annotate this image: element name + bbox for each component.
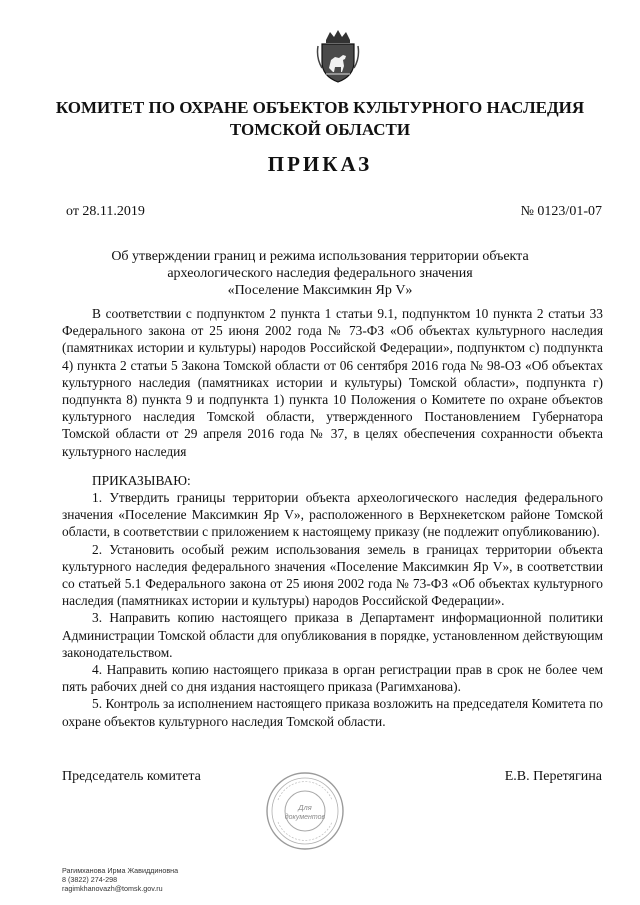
signatory-name: Е.В. Перетягина (504, 769, 602, 784)
order-item-3: 3. Направить копию настоящего приказа в Департамент информационной политики Администрации Томской области для опубликования в порядке, установленном действующим законодательством. (62, 610, 603, 660)
preamble-paragraph: В соответствии с подпунктом 2 пункта 1 статьи 9.1, подпунктом 10 пункта 2 статьи 33 Федерального закона от 25 июня 2002 года № 73-ФЗ «Об объектах культурного наследия (памятниках истории и культуры) народов Российской Федерации», подпунктом с) подпункта 4) пункта 2 статьи 5 Закона Томской области от 06 сентября 2016 года № 98-ОЗ «Об объектах культурного наследия (памятниках истории и культуры) Томской области», подпункта г) подпункта 8) пункта 9 и подпункта 1) пункта 10 Положения о Комитете по охране объектов культурного наследия Томской области, утвержденного Постановлением Губернатора Томской области от 29 апреля 2016 года № 37, в целях обеспечения сохранности объекта культурного наследия (62, 306, 603, 459)
organization-title (40, 97, 600, 141)
subject-line2: археологического наследия федерального значения (167, 266, 473, 281)
order-item-4: 4. Направить копию настоящего приказа в орган регистрации прав в срок не более чем пять рабочих дней со дня издания настоящего приказа (Рагимханова). (62, 662, 603, 695)
round-seal-stamp-icon (264, 770, 346, 852)
order-word: ПРИКАЗЫВАЮ: (92, 472, 191, 488)
order-item-2: 2. Установить особый режим использования земель в границах территории объекта культурного наследия федерального значения «Поселение Максимкин Яр V», в соответствии со статьей 5.1 Федерального закона от 25 июня 2002 года № 73-ФЗ «Об объектах культурного наследия (памятниках истории и культуры) народов Российской Федерации». (62, 541, 603, 609)
subject-line3: «Поселение Максимкин Яр V» (227, 283, 413, 298)
executor-name: Рагимханова Ирма Жавиддиновна (62, 866, 179, 875)
org-title-line1: КОМИТЕТ ПО ОХРАНЕ ОБЪЕКТОВ КУЛЬТУРНОГО НАСЛЕДИЯ (55, 98, 585, 117)
document-kind-heading: ПРИКАЗ (267, 152, 373, 176)
executor-phone: 8 (3822) 274-298 (62, 875, 118, 884)
org-title-line2: ТОМСКОЙ ОБЛАСТИ (229, 120, 411, 139)
order-item-5: 5. Контроль за исполнением настоящего приказа возложить на председателя Комитета по охране объектов культурного наследия Томской области. (62, 696, 603, 729)
document-date: от 28.11.2019 (66, 204, 145, 219)
executor-contact (62, 866, 178, 893)
document-body (62, 305, 603, 730)
executor-email: ragimkhanovazh@tomsk.gov.ru (62, 884, 163, 893)
svg-text:Для: Для (298, 803, 312, 812)
signatory-position: Председатель комитета (62, 769, 201, 784)
document-number: № 0123/01-07 (520, 204, 602, 219)
order-item-1: 1. Утвердить границы территории объекта археологического наследия федерального значения «Поселение Максимкин Яр V», расположенного в Верхнекетском районе Томской области, в соответствии с приложением к настоящему приказу (не подлежит опубликованию). (62, 490, 603, 540)
subject-line1: Об утверждении границ и режима использования территории объекта (111, 249, 529, 264)
coat-of-arms-icon (316, 28, 360, 84)
document-subject (60, 248, 580, 299)
svg-text:документов: документов (284, 814, 326, 821)
